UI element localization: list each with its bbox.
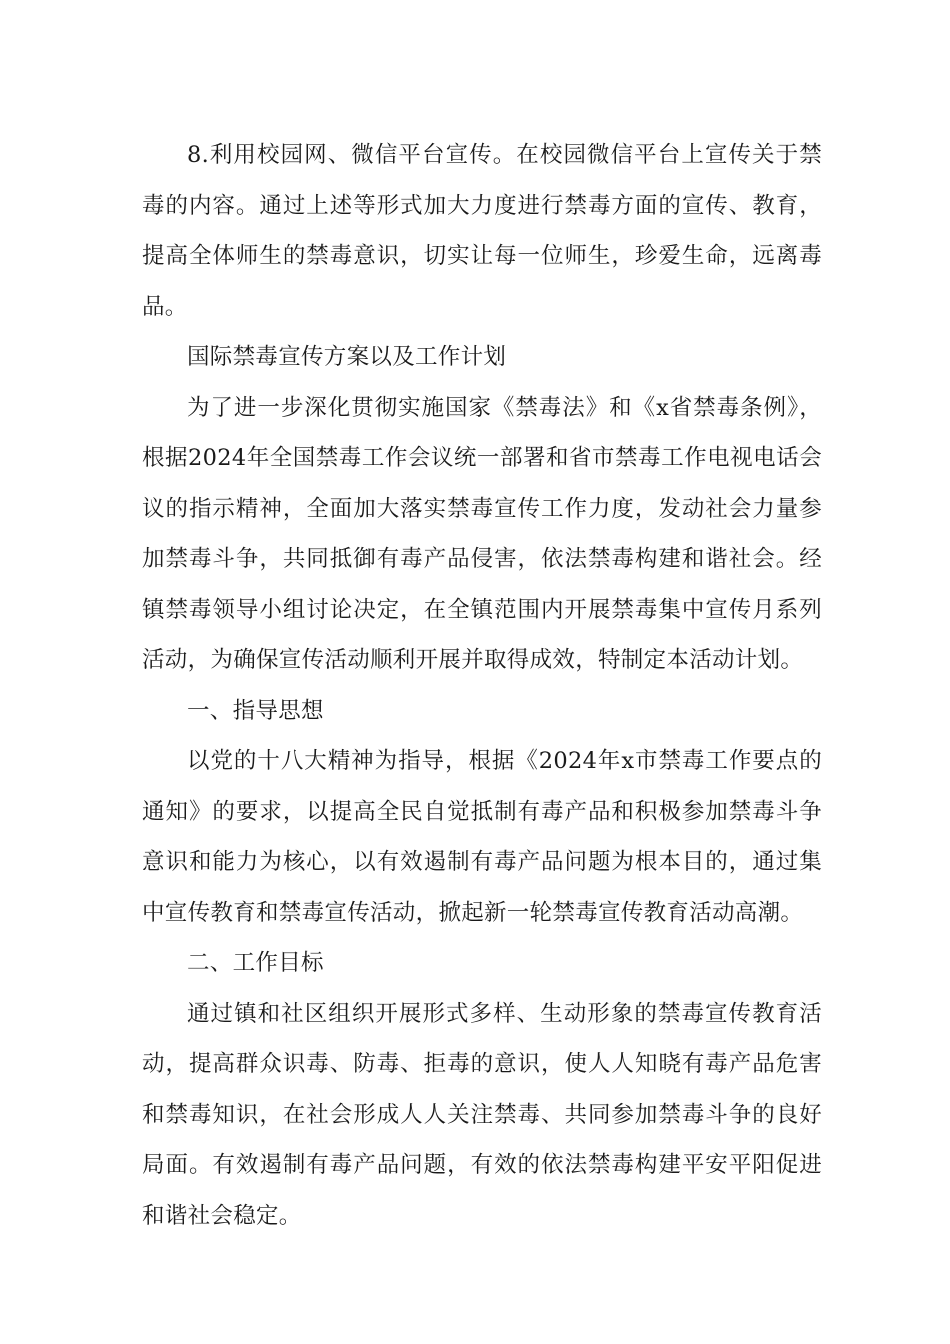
paragraph-work-goals: 通过镇和社区组织开展形式多样、生动形象的禁毒宣传教育活动，提高群众识毒、防毒、拒毒的意识，使人人知晓有毒产品危害和禁毒知识，在社会形成人人关注禁毒、共同参加禁毒斗争的良好局面。有效遏制有毒产品问题，有效的依法禁毒构建平安平阳促进和谐社会稳定。 [142, 1000, 822, 1229]
document-body [142, 130, 822, 1241]
paragraph-intro: 为了进一步深化贯彻实施国家《禁毒法》和《x省禁毒条例》，根据2024年全国禁毒工作会议统一部署和省市禁毒工作电视电话会议的指示精神，全面加大落实禁毒宣传工作力度，发动社会力量参加禁毒斗争，共同抵御有毒产品侵害，依法禁毒构建和谐社会。经镇禁毒领导小组讨论决定，在全镇范围内开展禁毒集中宣传月系列活动，为确保宣传活动顺利开展并取得成效，特制定本活动计划。 [142, 394, 822, 673]
section-title-plan: 国际禁毒宣传方案以及工作计划 [187, 344, 507, 370]
paragraph-guiding-thought: 以党的十八大精神为指导，根据《2024年x市禁毒工作要点的通知》的要求，以提高全民自觉抵制有毒产品和积极参加禁毒斗争意识和能力为核心，以有效遏制有毒产品问题为根本目的，通过集中宣传教育和禁毒宣传活动，掀起新一轮禁毒宣传教育活动高潮。 [142, 748, 822, 926]
heading-work-goals: 二、工作目标 [187, 950, 324, 976]
paragraph-publicity-wechat: 8.利用校园网、微信平台宣传。在校园微信平台上宣传关于禁毒的内容。通过上述等形式加大力度进行禁毒方面的宣传、教育，提高全体师生的禁毒意识，切实让每一位师生，珍爱生命，远离毒品。 [142, 142, 822, 320]
heading-guiding-thought: 一、指导思想 [187, 697, 324, 724]
